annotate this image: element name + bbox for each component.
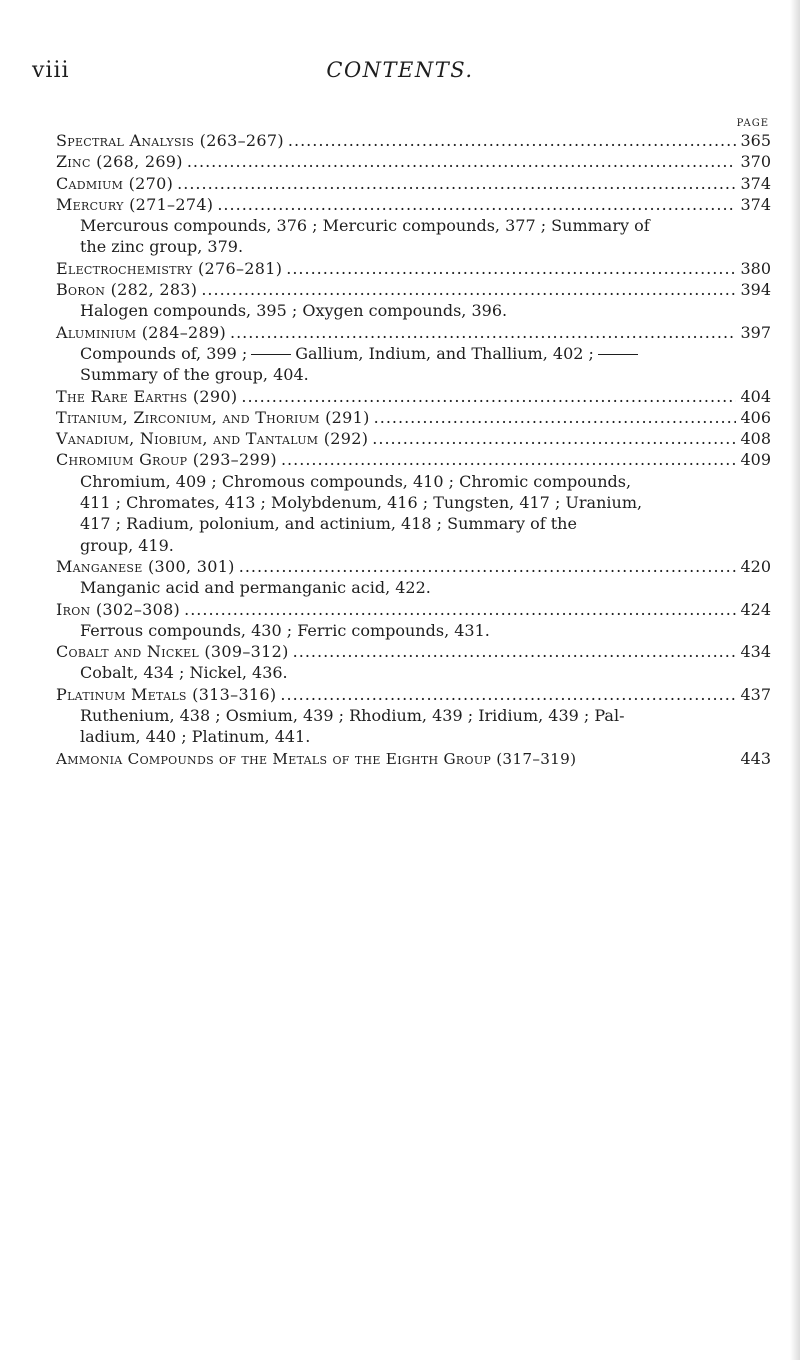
page-number: viii [32,58,70,83]
toc-entry [56,258,771,279]
toc-heading: Spectral Analysis (263–267) [56,131,284,150]
toc-subentry-part: Gallium, Indium, and Thallium, 402 ; [295,343,594,363]
toc-subentry: Summary of the group, 404. [80,365,309,385]
toc-subentry: 411 ; Chromates, 413 ; Molybdenum, 416 ; Tungsten, 417 ; Uranium, [80,493,643,513]
toc-page: 420 [740,556,771,576]
dot-leader [239,556,737,577]
toc-entry [56,641,771,684]
toc-heading: Chromium Group (293–299) [56,450,277,470]
toc-subentry: Manganic acid and permanganic acid, 422. [80,578,431,598]
dot-leader [286,258,736,279]
toc-heading: Ammonia Compounds of the Metals of the Eighth Group (317–319) [56,749,577,768]
toc-page: 404 [740,386,771,406]
toc-entry [56,556,771,599]
dot-leader [281,449,736,470]
toc-page: 424 [740,599,771,619]
toc-subentry-part: Compounds of, 399 ; [80,343,248,363]
toc-heading: Titanium, Zirconium, and Thorium (291) [56,407,370,427]
toc-page: 409 [740,450,771,470]
toc-heading: Cobalt and Nickel (309–312) [56,642,289,662]
toc-heading: Mercury (271–274) [56,194,214,214]
toc-subentry: Chromium, 409 ; Chromous compounds, 410 ; Chromic compounds, [80,471,632,491]
dot-leader [280,684,736,705]
toc-heading: Aluminium (284–289) [56,322,226,342]
toc-entry [56,386,771,407]
dot-leader [187,151,737,172]
toc-entry [56,428,771,449]
toc-heading: Manganese (300, 301) [56,556,235,576]
toc-entry [56,322,771,386]
toc-entry [56,449,771,555]
toc-heading: Vanadium, Niobium, and Tantalum (292) [56,429,369,449]
table-of-contents [56,118,771,770]
toc-entry [56,684,771,748]
toc-page: 437 [740,684,771,704]
toc-subentry [56,343,771,364]
toc-heading: Electrochemistry (276–281) [56,258,283,278]
toc-heading: The Rare Earths (290) [56,386,238,406]
toc-page: 443 [740,748,771,768]
toc-page: 380 [740,258,771,278]
dot-leader [201,279,736,300]
toc-subentry: group, 419. [80,535,174,555]
toc-page: 370 [740,152,771,172]
toc-entry [56,130,771,151]
page-column-label: PAGE [736,118,769,129]
dot-leader [184,599,736,620]
toc-subentry: Cobalt, 434 ; Nickel, 436. [80,663,288,683]
toc-subentry: 417 ; Radium, polonium, and actinium, 418 ; Summary of the [80,514,577,534]
dot-leader [241,386,736,407]
dot-leader [288,130,737,151]
toc-entry [56,194,771,258]
em-dash-rule [598,354,638,355]
dot-leader [372,428,736,449]
toc-heading: Iron (302–308) [56,599,181,619]
page-header [0,58,800,92]
toc-page: 408 [740,429,771,449]
toc-heading: Boron (282, 283) [56,280,198,300]
running-title: CONTENTS. [326,58,474,82]
toc-subentry: Ruthenium, 438 ; Osmium, 439 ; Rhodium, 439 ; Iridium, 439 ; Pal- [80,706,625,726]
dot-leader [374,407,737,428]
toc-entry [56,407,771,428]
toc-entry [56,279,771,322]
toc-entry [56,173,771,194]
toc-page: 434 [740,642,771,662]
toc-subentry: the zinc group, 379. [80,237,244,257]
toc-subentry: Mercurous compounds, 376 ; Mercuric compounds, 377 ; Summary of [80,216,650,236]
toc-entry [56,748,771,770]
page-edge-shadow [790,0,800,1360]
toc-subentry: Halogen compounds, 395 ; Oxygen compounds, 396. [80,301,508,321]
dot-leader [230,322,736,343]
dot-leader [217,194,736,215]
em-dash-rule [251,354,291,355]
dot-leader [177,173,736,194]
toc-heading: Platinum Metals (313–316) [56,684,277,704]
toc-subentry: ladium, 440 ; Platinum, 441. [80,727,311,747]
toc-heading: Zinc (268, 269) [56,152,183,172]
toc-page: 374 [740,173,771,193]
toc-heading: Cadmium (270) [56,173,174,193]
toc-page: 365 [740,131,771,150]
dot-leader [293,641,737,662]
toc-page: 397 [740,322,771,342]
toc-page: 374 [740,194,771,214]
toc-page: 394 [740,280,771,300]
toc-page: 406 [740,407,771,427]
toc-subentry: Ferrous compounds, 430 ; Ferric compounds, 431. [80,620,490,640]
toc-entry [56,599,771,642]
toc-entry [56,151,771,172]
